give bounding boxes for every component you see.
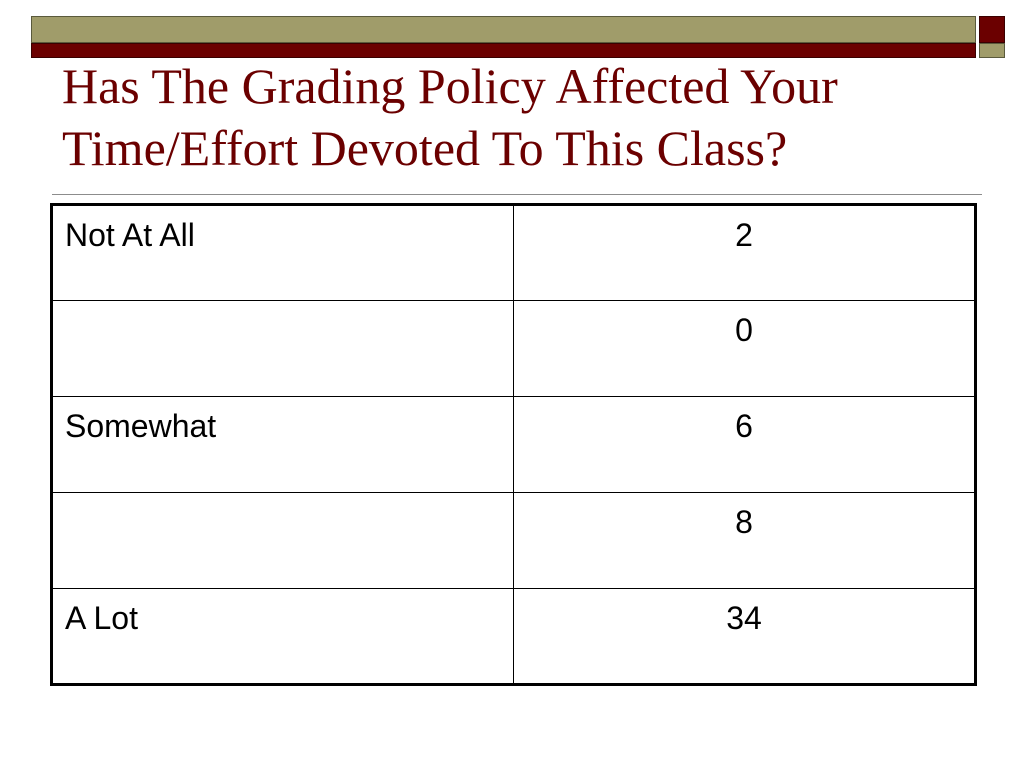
response-label — [52, 493, 514, 589]
title-divider — [52, 194, 982, 195]
slide-title-line-1: Has The Grading Policy Affected Your — [62, 58, 838, 114]
header-bar-olive — [31, 16, 976, 43]
response-label: Somewhat — [52, 397, 514, 493]
table-row — [52, 397, 976, 493]
response-label: Not At All — [52, 205, 514, 301]
slide-title-line-2: Time/Effort Devoted To This Class? — [62, 120, 788, 176]
slide-title — [62, 55, 982, 179]
header-square-maroon — [979, 16, 1005, 43]
response-count: 6 — [514, 397, 976, 493]
response-label: A Lot — [52, 589, 514, 685]
table-row — [52, 589, 976, 685]
response-count: 0 — [514, 301, 976, 397]
table-row — [52, 205, 976, 301]
response-count: 2 — [514, 205, 976, 301]
response-table — [50, 203, 977, 686]
header-square-olive — [979, 43, 1005, 58]
table-row — [52, 493, 976, 589]
response-count: 34 — [514, 589, 976, 685]
table-row — [52, 301, 976, 397]
response-label — [52, 301, 514, 397]
response-count: 8 — [514, 493, 976, 589]
